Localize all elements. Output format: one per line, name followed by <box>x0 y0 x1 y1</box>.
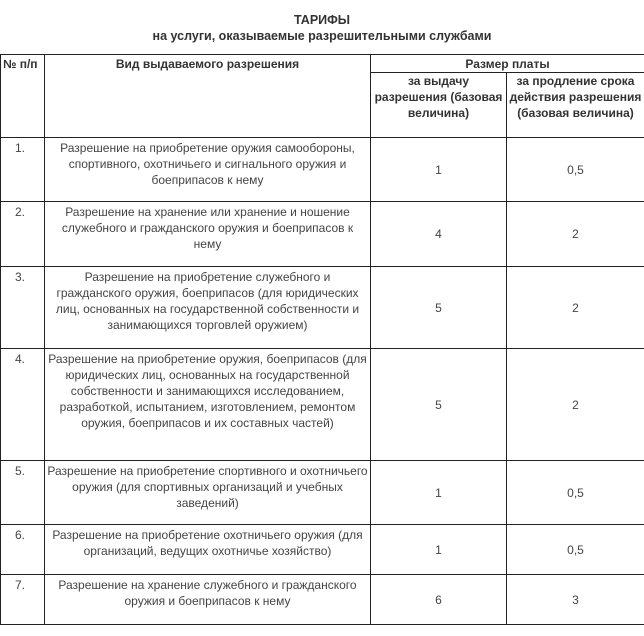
permit-name: Разрешение на приобретение оружия самообороны, спортивного, охотничьего и сигнального оружия и боеприпасов к нему <box>45 138 371 202</box>
table-row <box>1 138 644 202</box>
extend-fee: 2 <box>507 267 644 349</box>
page-subtitle: на услуги, оказываемые разрешительными службами <box>152 29 492 43</box>
table-row <box>1 202 644 267</box>
permit-name: Разрешение на приобретение оружия, боеприпасов (для юридических лиц, основанных на государственной собственности и занимающихся исследованием, разработкой, испытанием, изготовлением, ремонтом оружия, боеприпасов и их составных частей) <box>45 349 371 461</box>
row-number: 7. <box>1 575 45 625</box>
permit-name: Разрешение на хранение или хранение и ношение служебного и гражданского оружия и боеприпасов к нему <box>45 202 371 267</box>
header-extend-fee: за продление срока действия разрешения (базовая величина) <box>507 73 644 138</box>
table-row <box>1 575 644 625</box>
row-number: 6. <box>1 525 45 575</box>
header-num: № п/п <box>1 55 45 138</box>
extend-fee: 0,5 <box>507 138 644 202</box>
table-row <box>1 349 644 461</box>
table-row <box>1 461 644 525</box>
row-number: 5. <box>1 461 45 525</box>
permit-name: Разрешение на хранение служебного и гражданского оружия и боеприпасов к нему <box>45 575 371 625</box>
extend-fee: 3 <box>507 575 644 625</box>
header-fee: Размер платы <box>371 55 644 73</box>
issue-fee: 1 <box>371 461 507 525</box>
extend-fee: 0,5 <box>507 461 644 525</box>
row-number: 2. <box>1 202 45 267</box>
row-number: 1. <box>1 138 45 202</box>
permit-name: Разрешение на приобретение спортивного и охотничьего оружия (для спортивных организаций и учебных заведений) <box>45 461 371 525</box>
extend-fee: 0,5 <box>507 525 644 575</box>
table-row <box>1 267 644 349</box>
row-number: 3. <box>1 267 45 349</box>
permit-name: Разрешение на приобретение охотничьего оружия (для организаций, ведущих охотничье хозяйство) <box>45 525 371 575</box>
header-permit-type: Вид выдаваемого разрешения <box>45 55 371 138</box>
issue-fee: 1 <box>371 525 507 575</box>
extend-fee: 2 <box>507 349 644 461</box>
page-title: ТАРИФЫ <box>293 13 351 27</box>
issue-fee: 6 <box>371 575 507 625</box>
permit-name: Разрешение на приобретение служебного и гражданского оружия, боеприпасов (для юридических лиц, основанных на государственной собственности и занимающихся торговлей оружием) <box>45 267 371 349</box>
issue-fee: 5 <box>371 267 507 349</box>
header-issue-fee: за выдачу разрешения (базовая величина) <box>371 73 507 138</box>
issue-fee: 1 <box>371 138 507 202</box>
row-number: 4. <box>1 349 45 461</box>
issue-fee: 4 <box>371 202 507 267</box>
tariff-table <box>0 54 644 625</box>
table-row <box>1 525 644 575</box>
issue-fee: 5 <box>371 349 507 461</box>
extend-fee: 2 <box>507 202 644 267</box>
